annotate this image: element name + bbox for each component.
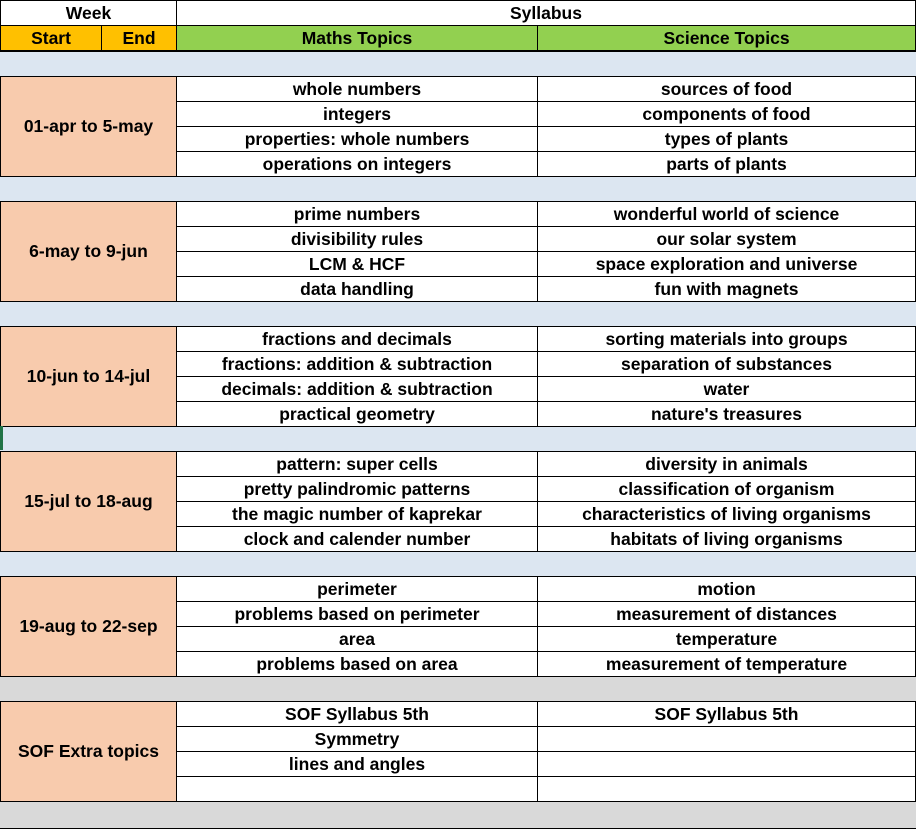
- maths-topic-cell[interactable]: Symmetry: [176, 726, 538, 752]
- maths-topic-cell[interactable]: LCM & HCF: [176, 251, 538, 277]
- maths-topic-cell[interactable]: problems based on perimeter: [176, 601, 538, 627]
- maths-topics-header[interactable]: Maths Topics: [176, 25, 538, 51]
- science-topic-cell[interactable]: sorting materials into groups: [537, 326, 916, 352]
- science-topic-cell[interactable]: parts of plants: [537, 151, 916, 177]
- separator-row[interactable]: [0, 426, 916, 452]
- maths-topic-cell[interactable]: SOF Syllabus 5th: [176, 701, 538, 727]
- separator-row[interactable]: [0, 176, 916, 202]
- maths-topic-cell[interactable]: area: [176, 626, 538, 652]
- science-topic-cell[interactable]: fun with magnets: [537, 276, 916, 302]
- science-topic-cell[interactable]: characteristics of living organisms: [537, 501, 916, 527]
- week-range-cell[interactable]: 01-apr to 5-may: [0, 76, 177, 177]
- maths-topic-cell[interactable]: [176, 776, 538, 802]
- science-topic-cell[interactable]: classification of organism: [537, 476, 916, 502]
- maths-topic-cell[interactable]: operations on integers: [176, 151, 538, 177]
- maths-topic-cell[interactable]: fractions: addition & subtraction: [176, 351, 538, 377]
- week-range-cell[interactable]: 6-may to 9-jun: [0, 201, 177, 302]
- maths-topic-cell[interactable]: clock and calender number: [176, 526, 538, 552]
- start-header[interactable]: Start: [0, 25, 102, 51]
- science-topic-cell[interactable]: nature's treasures: [537, 401, 916, 427]
- maths-topic-cell[interactable]: divisibility rules: [176, 226, 538, 252]
- science-topic-cell[interactable]: sources of food: [537, 76, 916, 102]
- maths-topic-cell[interactable]: fractions and decimals: [176, 326, 538, 352]
- maths-topic-cell[interactable]: prime numbers: [176, 201, 538, 227]
- maths-topic-cell[interactable]: data handling: [176, 276, 538, 302]
- separator-row[interactable]: [0, 801, 916, 829]
- science-topic-cell[interactable]: [537, 751, 916, 777]
- week-header[interactable]: Week: [0, 0, 177, 26]
- science-topic-cell[interactable]: temperature: [537, 626, 916, 652]
- science-topic-cell[interactable]: SOF Syllabus 5th: [537, 701, 916, 727]
- science-topic-cell[interactable]: habitats of living organisms: [537, 526, 916, 552]
- science-topic-cell[interactable]: measurement of temperature: [537, 651, 916, 677]
- science-topic-cell[interactable]: [537, 776, 916, 802]
- week-range-cell[interactable]: 15-jul to 18-aug: [0, 451, 177, 552]
- maths-topic-cell[interactable]: decimals: addition & subtraction: [176, 376, 538, 402]
- maths-topic-cell[interactable]: the magic number of kaprekar: [176, 501, 538, 527]
- week-range-cell[interactable]: SOF Extra topics: [0, 701, 177, 802]
- science-topic-cell[interactable]: water: [537, 376, 916, 402]
- science-topic-cell[interactable]: measurement of distances: [537, 601, 916, 627]
- separator-row[interactable]: [0, 676, 916, 702]
- separator-row[interactable]: [0, 51, 916, 77]
- week-range-cell[interactable]: 10-jun to 14-jul: [0, 326, 177, 427]
- maths-topic-cell[interactable]: perimeter: [176, 576, 538, 602]
- maths-topic-cell[interactable]: whole numbers: [176, 76, 538, 102]
- syllabus-header[interactable]: Syllabus: [176, 0, 916, 26]
- maths-topic-cell[interactable]: practical geometry: [176, 401, 538, 427]
- science-topic-cell[interactable]: motion: [537, 576, 916, 602]
- science-topic-cell[interactable]: space exploration and universe: [537, 251, 916, 277]
- maths-topic-cell[interactable]: lines and angles: [176, 751, 538, 777]
- science-topic-cell[interactable]: [537, 726, 916, 752]
- science-topics-header[interactable]: Science Topics: [537, 25, 916, 51]
- science-topic-cell[interactable]: types of plants: [537, 126, 916, 152]
- maths-topic-cell[interactable]: problems based on area: [176, 651, 538, 677]
- maths-topic-cell[interactable]: pattern: super cells: [176, 451, 538, 477]
- science-topic-cell[interactable]: separation of substances: [537, 351, 916, 377]
- science-topic-cell[interactable]: our solar system: [537, 226, 916, 252]
- row-selection-marker: [0, 426, 3, 450]
- science-topic-cell[interactable]: wonderful world of science: [537, 201, 916, 227]
- science-topic-cell[interactable]: components of food: [537, 101, 916, 127]
- science-topic-cell[interactable]: diversity in animals: [537, 451, 916, 477]
- end-header[interactable]: End: [101, 25, 177, 51]
- maths-topic-cell[interactable]: integers: [176, 101, 538, 127]
- maths-topic-cell[interactable]: properties: whole numbers: [176, 126, 538, 152]
- week-range-cell[interactable]: 19-aug to 22-sep: [0, 576, 177, 677]
- separator-row[interactable]: [0, 551, 916, 577]
- maths-topic-cell[interactable]: pretty palindromic patterns: [176, 476, 538, 502]
- separator-row[interactable]: [0, 301, 916, 327]
